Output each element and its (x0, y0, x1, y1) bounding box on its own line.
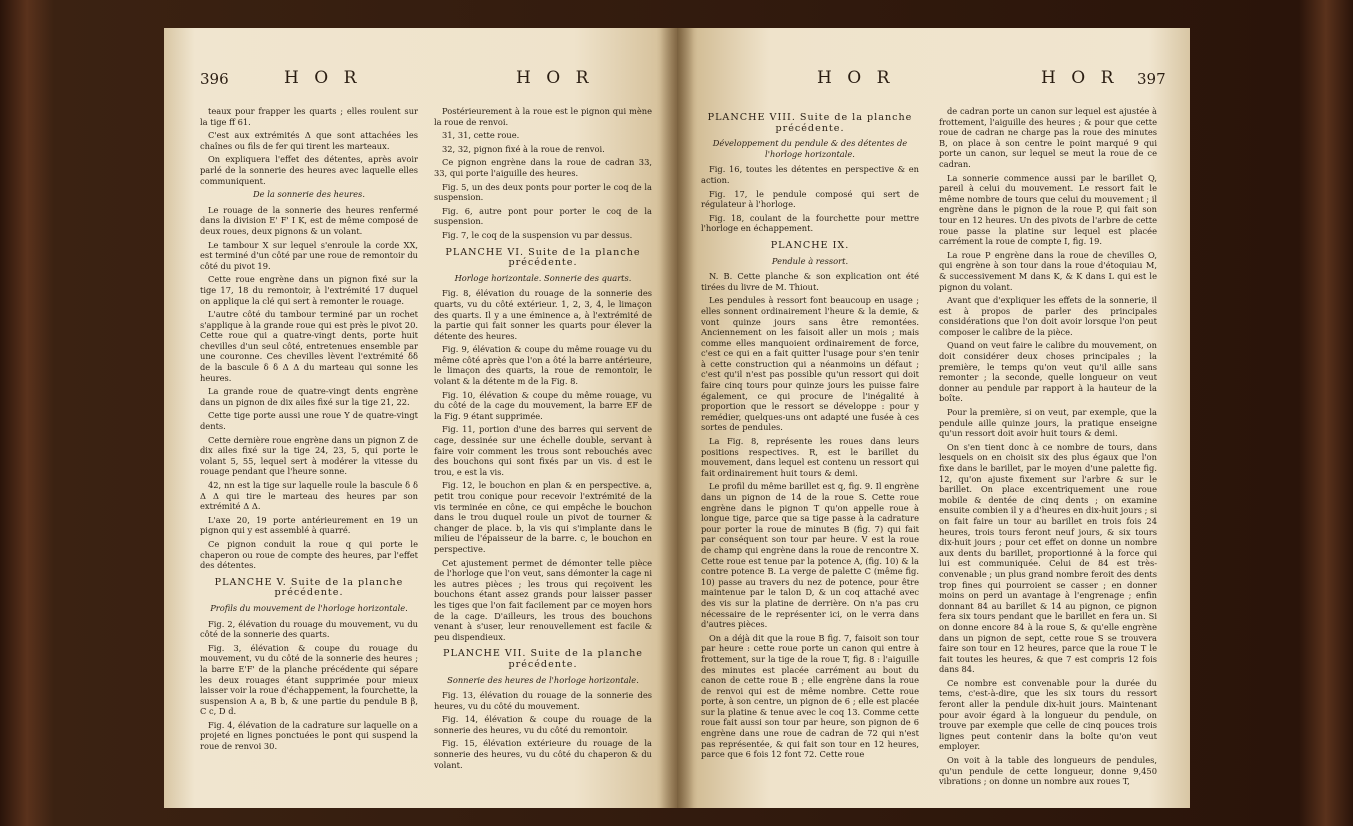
paragraph: Fig. 15, élévation extérieure du rouage de la sonnerie des heures, vu du côté du chaperon & du volant. (434, 738, 652, 770)
paragraph: Fig. 8, élévation du rouage de la sonnerie des quarts, vu du côté extérieur. 1, 2, 3, 4, le limaçon des quarts. Il y a une éminence a, à l'extrémité de la partie qui fait sonner les quarts pour élever la détente des heures. (434, 288, 652, 341)
paragraph: de cadran porte un canon sur lequel est ajustée à frottement, l'aiguille des heures ; & pour que cette roue de cadran ne charge pas la roue des minutes B, on place à son centre le point marqué 9 qui porte un canon, sur lequel se meut la roue de ce cadran. (939, 106, 1157, 169)
section-subtitle: Pendule à ressort. (771, 255, 849, 266)
paragraph: La Fig. 8, représente les roues dans leurs positions respectives. R, est le barillet du mouvement, dans lequel est contenu un ressort qui fait ordinairement huit tours & demi. (701, 436, 919, 478)
paragraph: Quand on veut faire le calibre du mouvement, on doit considérer deux choses principales ; la première, le temps qu'on veut qu'il aille sans remonter ; la seconde, quelle longueur on veut donner au pendule par rapport à la hauteur de la boîte. (939, 340, 1157, 404)
paragraph: La sonnerie commence aussi par le barillet Q, pareil à celui du mouvement. Le ressort fait le même nombre de tours que celui du mouvement ; il engrène dans le pignon de la roue P, qui fait son tour en 12 heures. Un des pivots de l'arbre de cette roue passe la platine sur lequel est placée carrément la roue de compte I, fig. 19. (939, 172, 1157, 247)
paragraph: Postérieurement à la roue est le pignon qui mène la roue de renvoi. (434, 106, 652, 127)
paragraph: Fig. 6, autre pont pour porter le coq de la suspension. (434, 205, 652, 227)
paragraph: On s'en tient donc à ce nombre de tours, dans lesquels on en choisit six des plus égaux que l'on fixe dans le barillet, par le moyen d'une palette fig. 12, qu'on ajuste fixement sur l'arbre & sur le barillet. On place excentriquement une roue mobile & dentée de cinq dents ; on examine ensuite combien il y a d'heures en dix-huit jours ; si on fait faire un tour au barillet en trois fois 24 heures, trois tours feront neuf jours, & six tours dix-huit jours ; pour cet effet on donne un nombre aux dents du barillet, proportionné à la force qui lui est communiquée. Celui de 84 est très-convenable ; un plus grand nombre feroit des dents trop fines qui pourroient se casser ; en donner moins on perd un avantage à l'engrenage ; enfin donnant 84 au barillet & 14 au pignon, ce pignon fera six tours pendant que le barillet en fera un. Si on donne encore 84 à la roue S, & qu'elle engrène dans un pignon de sept, cette roue S se trouvera faire son tour en 12 heures, parce que la roue T le fait toutes les heures, & que 7 est compris 12 fois dans 84. (939, 441, 1157, 675)
paragraph: Fig. 13, élévation du rouage de la sonnerie des heures, vu du côté du mouvement. (434, 690, 652, 711)
section-heading: PLANCHE VII. Suite de la planche précédente. (443, 648, 643, 670)
section-subtitle: Profils du mouvement de l'horloge horizontale. (210, 602, 408, 613)
text-column (701, 106, 919, 763)
paragraph: 31, 31, cette roue. (442, 130, 520, 141)
paragraph: 42, nn est la tige sur laquelle roule la bascule δ δ Δ Δ qui tire le marteau des heures par son extrémité Δ Δ. (200, 480, 418, 512)
page-number: 396 (200, 70, 229, 88)
paragraph: On expliquera l'effet des détentes, après avoir parlé de la sonnerie des heures avec laquelle elles communiquent. (200, 154, 418, 186)
paragraph: Fig. 14, élévation & coupe du rouage de la sonnerie des heures, vu du côté du remontoir. (434, 714, 652, 735)
page-number: 397 (1137, 70, 1166, 88)
paragraph: On a déjà dit que la roue B fig. 7, faisoit son tour par heure : cette roue porte un canon qui entre à frottement, sur la tige de la roue T, fig. 8 : l'aiguille des minutes est placée carrément au bout du canon de cette roue B ; elle engrène dans la roue de renvoi qui est de même nombre. Cette roue porte, à son centre, un pignon de 6 ; elle est placée sur la platine & tenue avec le coq 13. Comme cette roue fait aussi son tour par heure, son pignon de 6 engrène dans une roue de cadran de 72 qui n'est pas représentée, & qui fait son tour en 12 heures, parce que 6 fois 12 font 72. Cette roue (701, 632, 919, 760)
section-subtitle: De la sonnerie des heures. (253, 189, 365, 200)
gutter-shadow (660, 28, 694, 808)
paragraph: Fig. 7, le coq de la suspension vu par dessus. (442, 229, 633, 240)
right-page (677, 28, 1190, 808)
paragraph: Fig. 4, élévation de la cadrature sur laquelle on a projeté en lignes ponctuées le pont qui suspend la roue de renvoi 30. (200, 719, 418, 752)
paragraph: Cet ajustement permet de démonter telle pièce de l'horloge que l'on veut, sans démonter la cage ni les autres pièces ; les trous qui reçoivent les bouchons étant assez grands pour laisser passer les tiges que l'on fait facilement par ce moyen hors de la cage. D'ailleurs, les trous des bouchons venant à s'user, leur renouvellement est facile & peu dispendieux. (434, 557, 652, 642)
text-column (200, 106, 418, 755)
paragraph: Le rouage de la sonnerie des heures renfermé dans la division E' F' I K, est de même composé de deux roues, deux pignons & un volant. (200, 204, 418, 236)
paragraph: 32, 32, pignon fixé à la roue de renvoi. (442, 143, 605, 154)
paragraph: Fig. 12, le bouchon en plan & en perspective. a, petit trou conique pour recevoir l'extrémité de la vis terminée en cône, ce qui empêche le bouchon dans le trou duquel roule un pivot de tourner & changer de place. b, la vis qui s'implante dans le milieu de l'épaisseur de la barre. c, le bouchon en perspective. (434, 480, 652, 554)
paragraph: Ce pignon conduit la roue q qui porte le chaperon ou roue de compte des heures, par l'effet des détentes. (200, 538, 418, 571)
left-page (164, 28, 677, 808)
paragraph: teaux pour frapper les quarts ; elles roulent sur la tige ff 61. (200, 106, 418, 127)
paragraph: La roue P engrène dans la roue de chevilles O, qui engrène à son tour dans la roue d'étoquiau M, & successivement M dans K, & K dans L qui est le pignon du volant. (939, 249, 1157, 292)
section-heading: PLANCHE V. Suite de la planche précédente. (214, 576, 404, 599)
paragraph: N. B. Cette planche & son explication ont été tirées du livre de M. Thiout. (701, 271, 919, 292)
paragraph: Les pendules à ressort font beaucoup en usage ; elles sonnent ordinairement l'heure & la demie, & vont quinze jours sans être remontées. Anciennement on les faisoit aller un mois ; mais comme elles manquoient ordinairement de force, c'est ce qui en a fait quitter l'usage pour s'en tenir à cette construction qui a néanmoins un défaut ; c'est qu'il n'est pas possible qu'un ressort qui doit faire cinq tours pour quinze jours les puisse faire également, ce qui procure de l'inégalité à proportion que le ressort se développe : pour y remédier, quelques-uns ont adapté une fusée à ces sortes de pendules. (701, 295, 919, 433)
paragraph: Pour la première, si on veut, par exemple, que la pendule aille quinze jours, la pratique enseigne qu'un ressort doit avoir huit tours & demi. (939, 407, 1157, 439)
running-head: H O R (516, 68, 594, 88)
paragraph: Fig. 2, élévation du rouage du mouvement, vu du côté de la sonnerie des quarts. (200, 618, 418, 640)
paragraph: Fig. 5, un des deux ponts pour porter le coq de la suspension. (434, 181, 652, 203)
paragraph: Le tambour X sur lequel s'enroule la corde XX, est terminé d'un côté par une roue de remontoir du côté du pivot 19. (200, 239, 418, 271)
section-subtitle: Développement du pendule & des détentes de l'horloge horizontale. (712, 138, 908, 159)
text-column (434, 106, 652, 773)
paragraph: Fig. 11, portion d'une des barres qui servent de cage, dessinée sur une échelle double, servant à faire voir comment les trous sont rebouchés avec des bouchons qui sont fixés par un vis. d est le trou, e est la vis. (434, 424, 652, 477)
paragraph: C'est aux extrémités Δ que sont attachées les chaînes ou fils de fer qui tirent les marteaux. (200, 130, 418, 151)
paragraph: Fig. 3, élévation & coupe du rouage du mouvement, vu du côté de la sonnerie des heures ; la barre E'F' de la planche précédente qui sépare les deux rouages étant supprimée pour mieux laisser voir la roue d'échappement, la fourchette, la suspension A a, B b, & une partie du pendule B β, C c, D d. (200, 642, 418, 717)
section-subtitle: Horloge horizontale. Sonnerie des quarts. (454, 272, 632, 283)
paragraph: Avant que d'expliquer les effets de la sonnerie, il est à propos de parler des principales considérations que l'on doit avoir lorsque l'on peut composer le calibre de la pièce. (939, 295, 1157, 337)
running-head: H O R (284, 68, 362, 88)
paragraph: Ce pignon engrène dans la roue de cadran 33, 33, qui porte l'aiguille des heures. (434, 157, 652, 178)
paragraph: Le profil du même barillet est q, fig. 9. Il engrène dans un pignon de 14 de la roue S. Cette roue engrène dans le pignon T qu'on appelle roue à longue tige, parce que sa tige passe à la cadrature pour porter la roue de minutes B (fig. 7) qui fait par conséquent son tour par heure. V est la roue de champ qui engrène dans la roue de rencontre X. Cette roue est tenue par la potence A, (fig. 10) & la contre potence B. La verge de palette C (même fig. 10) passe au travers du nez de potence, pour être maintenue par le talon D, & un coq attaché avec des vis sur la platine de derrière. On n'a pas cru nécessaire de le représenter ici, on le verra dans d'autres pièces. (701, 481, 919, 630)
section-heading: PLANCHE VI. Suite de la planche précédente. (445, 246, 641, 269)
paragraph: Fig. 10, élévation & coupe du même rouage, vu du côté de la cage du mouvement, la barre EF de la Fig. 9 étant supprimée. (434, 389, 652, 421)
paragraph: Fig. 9, élévation & coupe du même rouage vu du même côté après que l'on a ôté la barre antérieure, le limaçon des quarts, la roue de remontoir, le volant & la détente m de la Fig. 8. (434, 344, 652, 387)
paragraph: Fig. 17, le pendule composé qui sert de régulateur à l'horloge. (701, 188, 919, 210)
paragraph: La grande roue de quatre-vingt dents engrène dans un pignon de dix ailes fixé sur la tige 21, 22. (200, 386, 418, 407)
paragraph: L'axe 20, 19 porte antérieurement en 19 un pignon qui y est assemblé à quarré. (200, 514, 418, 536)
paragraph: Ce nombre est convenable pour la durée du tems, c'est-à-dire, que les six tours du ressort feront aller la pendule dix-huit jours. Maintenant pour avoir égard à la longueur du pendule, on trouve par exemple que celle de cinq pouces trois lignes peut contenir dans la boîte qu'on veut employer. (939, 677, 1157, 752)
section-heading: PLANCHE VIII. Suite de la planche précédente. (707, 112, 913, 134)
paragraph: Fig. 18, coulant de la fourchette pour mettre l'horloge en échappement. (701, 212, 919, 234)
text-column (939, 106, 1157, 790)
running-head: H O R (817, 68, 895, 88)
section-heading: PLANCHE IX. (770, 239, 850, 251)
paragraph: Cette dernière roue engrène dans un pignon Z de dix ailes fixé sur la tige 24, 23, 5, qui porte le volant 5, 55, lequel sert à modérer la vitesse du rouage pendant que l'heure sonne. (200, 434, 418, 477)
running-head: H O R (1041, 68, 1119, 88)
paragraph: On voit à la table des longueurs de pendules, qu'un pendule de cette longueur, donne 9,450 vibrations ; on donne un nombre aux roues T, (939, 755, 1157, 787)
section-subtitle: Sonnerie des heures de l'horloge horizontale. (447, 674, 639, 685)
paragraph: Fig. 16, toutes les détentes en perspective & en action. (701, 164, 919, 185)
paragraph: L'autre côté du tambour terminé par un rochet s'applique à la grande roue qui est près le pivot 20. Cette roue qui a quatre-vingt dents, porte huit chevilles d'un seul côté, entretenues ensemble par une couronne. Ces chevilles lèvent l'extrémité δδ de la bascule δ δ Δ Δ du marteau qui sonne les heures. (200, 309, 418, 383)
paragraph: Cette tige porte aussi une roue Y de quatre-vingt dents. (200, 410, 418, 432)
paragraph: Cette roue engrène dans un pignon fixé sur la tige 17, 18 du remontoir, à l'extrémité 17 duquel on applique la clé qui sert à remonter le rouage. (200, 274, 418, 306)
